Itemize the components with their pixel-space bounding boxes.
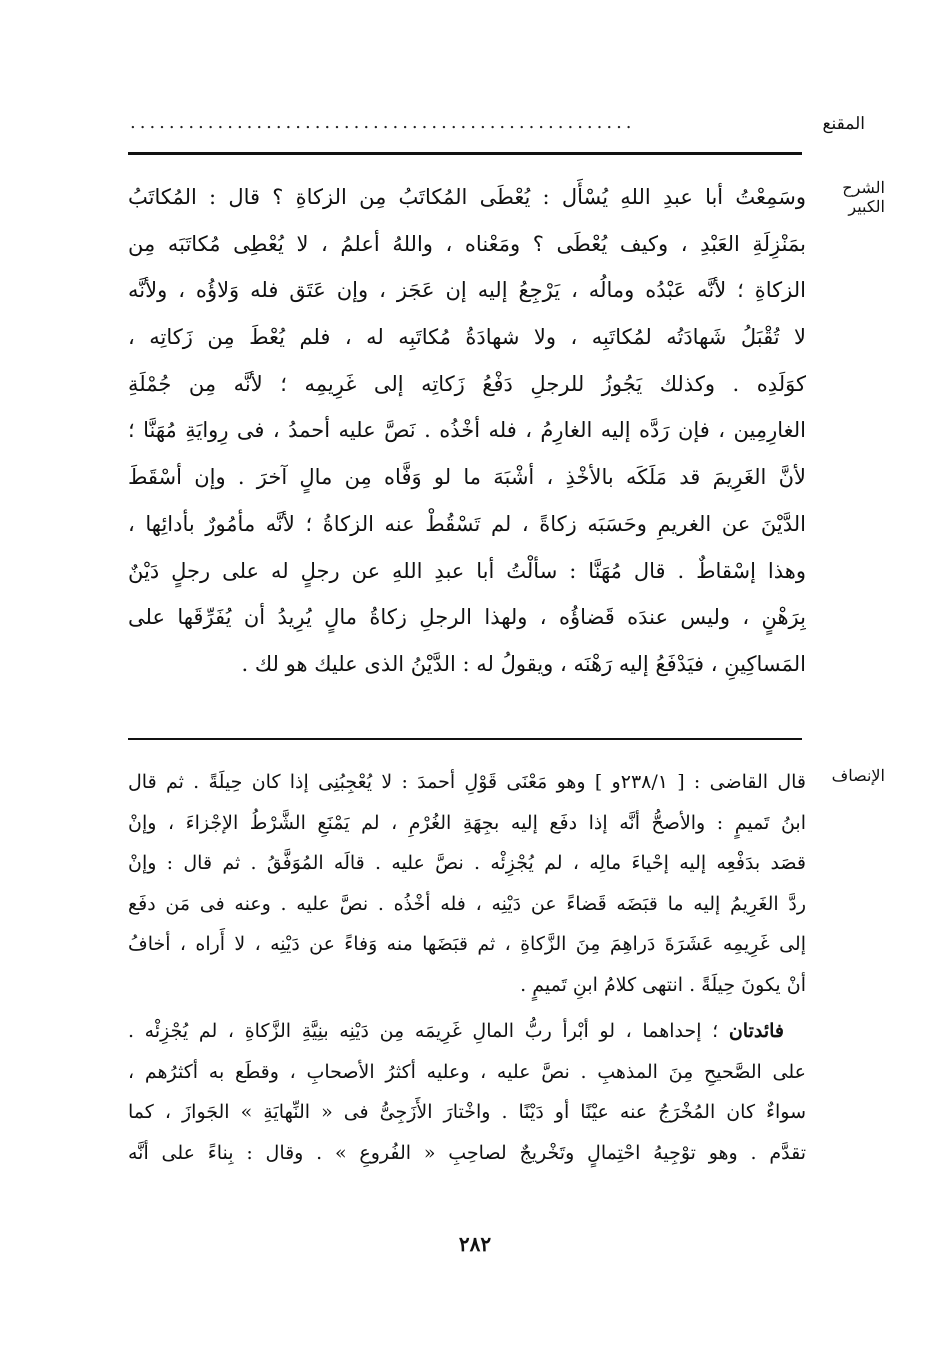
paragraph-lead-word: فائدتان <box>728 1020 785 1042</box>
main-section-label: الشرح الكبير <box>842 178 885 216</box>
note-line: على الصَّحيحِ مِنَ المذهبِ . نصَّ عليه ، وعليه أكثرُ الأصحابِ ، وقطَع به أكثرُهم ، <box>128 1060 806 1083</box>
running-header-title: المقنع <box>822 114 865 134</box>
text-line: الغارِمِين ، فإن رَدَّه إليه الغارِمُ ، فله أخْذُه . نَصَّ عليه أحمدُ ، فى رِوايَةِ مُهَنَّا ؛ <box>128 418 806 443</box>
text-line: بِرَهْنٍ ، وليس عندَه قَضاؤُه ، ولهذا الرجلِ زكاةُ مالٍ يُرِيدُ أن يُفَرِّقَها على <box>128 605 806 630</box>
header-dotted-leader: .................................................... <box>130 112 636 133</box>
notes-text-block <box>128 762 806 1173</box>
note-line: تقدَّم . وهو توْجِيهُ احْتِمالٍ وتَخْريجٌ لصاحِبِ « الفُروعِ » . وقال : بِناءً على أنَّه <box>128 1141 806 1164</box>
note-line: ابنُ تَميمٍ : والأصحُّ أنَّه إذا دفَع إليه بجِهَةِ الغُرْمِ ، لم يَمْنَعِ الشَّرْطُ الإجْزاءَ ، وإنْ <box>128 811 806 834</box>
text-line: الدَّيْنَ عن الغريمِ وحَسَبَه زكاةً ، لم تَسْقُطْ عنه الزكاةُ ؛ لأنَّه مأمُورٌ بأدائِها ، <box>128 511 806 536</box>
text-line: بمَنْزِلَةِ العَبْدِ ، وكيف يُعْطَى ؟ ومَعْناه ، واللهُ أعلمُ ، لا يُعْطِى مُكاتَبَه مِن <box>128 231 806 256</box>
page-number: ٢٨٢ <box>458 1232 492 1256</box>
note-line: سواءٌ كان المُخْرَجُ عنه عيْنًا أو دَيْنًا . واخْتارَ الأَزَجِىُّ فى « النِّهايَةِ » الجَوازَ ، كما <box>128 1101 806 1123</box>
note-paragraph-start <box>128 1011 806 1052</box>
text-line: وسَمِعْتُ أبا عبدِ اللهِ يُسْأَل : يُعْطَى المُكاتَبُ مِن الزكاةِ ؟ قال : المُكاتَبُ <box>128 185 806 209</box>
paragraph-first-line: ؛ إحداهما ، لو أبْرأ ربُّ المالِ غَرِيمَه مِن دَيْنِه بنِيَّةِ الزَّكاةِ ، لم يُجْزِئْه . <box>128 1020 719 1042</box>
section-divider <box>128 738 802 740</box>
main-text-block <box>128 174 806 688</box>
note-line: أنْ يكونَ حِيلَةً . انتهى كلامُ ابنِ تَميمٍ . <box>520 973 806 996</box>
header-rule <box>128 152 802 155</box>
text-line: وهذا إسْقاطٌ . قال مُهَنَّا : سألْتُ أبا عبدِ اللهِ عن رجلٍ له على رجلٍ دَيْنٌ <box>128 558 806 583</box>
note-line: ردَّ الغَرِيمُ إليه ما قبَضَه قَضاءً عن دَيْنِه ، فله أخْذُه . نصَّ عليه . وعنه فى مَن دفَع <box>128 892 806 915</box>
text-line: لا تُقْبَلُ شَهادَتُه لمُكاتَبِه ، ولا شهادَةُ مُكاتَبِه له ، فلم يُعْطَ مِن زَكاتِه ، <box>128 325 806 350</box>
text-line: لأنَّ الغَرِيمَ قد مَلَكَه بالأخْذِ ، أشْبَهَ ما لو وَفَّاه مِن مالٍ آخرَ . وإن أسْقَطَ <box>128 465 806 490</box>
text-line: المَساكِينِ ، فيَدْفَعُ إليه رَهْنَه ، ويقولُ له : الدَّيْنُ الذى عليك هو لك . <box>241 651 806 676</box>
note-line: قصَد بدَفْعِه إليه إحْياءَ مالِه ، لم يُجْزِئْه . نصَّ عليه . قالَه المُوَفَّقُ . ثم قال : وإنْ <box>128 852 806 874</box>
text-line: الزكاةِ ؛ لأنَّه عَبْدُه ومالُه ، يَرْجِعُ إليه إن عَجَز ، وإن عَتَق فله وَلاؤُه ، ولأنَّه <box>128 278 806 303</box>
text-line: كوَلَدِه . وكذلك يَجُوزُ للرجلِ دَفْعُ زَكاتِه إلى غَرِيمِه ؛ لأنَّه مِن جُمْلَةِ <box>128 371 806 396</box>
note-line: إلى غَرِيمِه عَشَرَةَ دَراهِمَ مِنَ الزَّكاةِ ، ثم قبَضَها منه وَفاءً عن دَيْنِه ، لا أَراه ، أخافُ <box>128 933 806 955</box>
notes-section-label: الإنصاف <box>831 766 885 785</box>
note-line: قال القاضى : [ ٢٣٨/١و ] وهو مَعْنَى قَوْلِ أحمدَ : لا يُعْجِبُنِى إذا كان حِيلَةً . ثم قال <box>128 771 806 793</box>
